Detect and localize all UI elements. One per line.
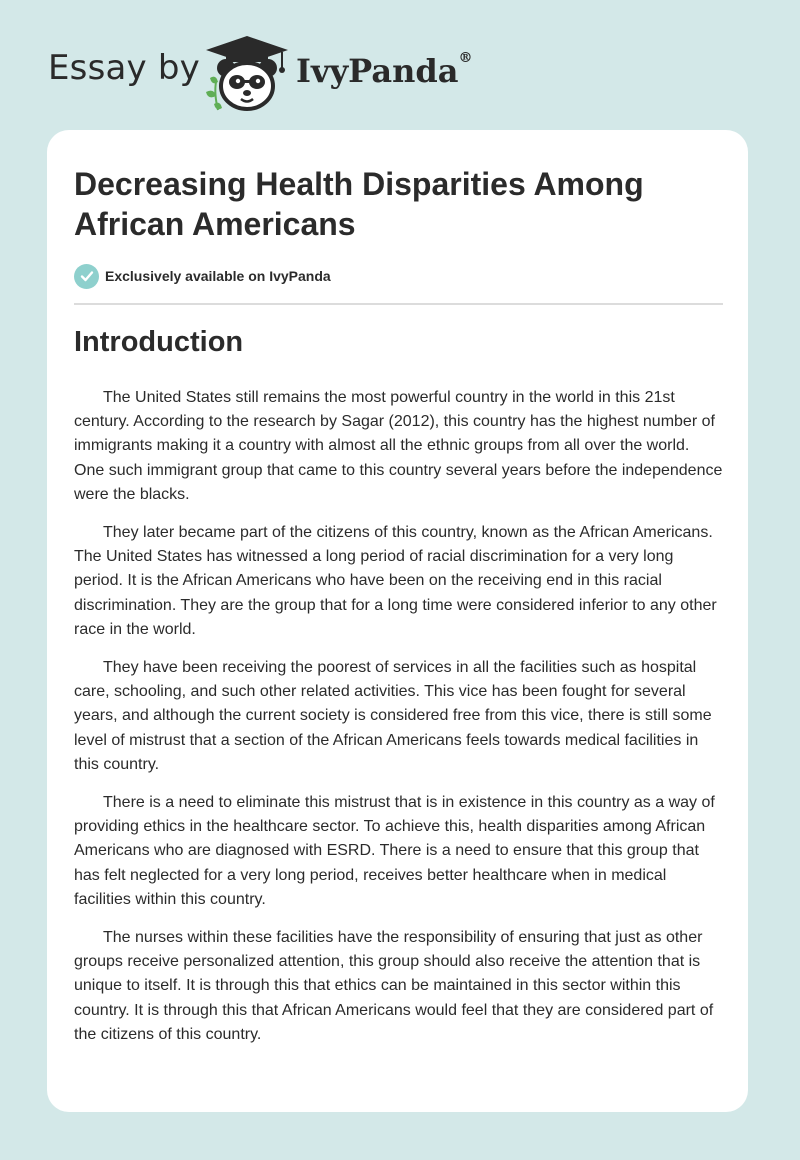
- paragraph: The United States still remains the most powerful country in the world in this 21st century. According to the research by Sagar (2012), this country has the highest number of immigrants making it a country with almost all the ethnic groups from all over the world. One such immigrant group that came to this country several years before the independence were the blacks.: [74, 389, 723, 503]
- check-circle-icon: [74, 264, 99, 289]
- essay-title: Decreasing Health Disparities Among African Americans: [74, 166, 644, 242]
- ivypanda-panda-logo-icon[interactable]: [202, 34, 292, 114]
- site-header: [48, 34, 508, 114]
- paragraph: They later became part of the citizens of this country, known as the African Americans. The United States has witnessed a long period of racial discrimination for a very long period. It is the African Americans who have been on the receiving end in this racial discrimination. They are the group that for a long time were considered inferior to any other race in the world.: [74, 524, 717, 638]
- paragraph: The nurses within these facilities have the responsibility of ensuring that just as other groups receive personalized attention, this group should also receive the attention that is unique to itself. It is through this that ethics can be maintained in this sector within this country. It is through this that African Americans would feel that they are considered part of the citizens of this country.: [74, 929, 714, 1043]
- essay-card: [47, 130, 748, 1112]
- section-heading-introduction: Introduction: [74, 326, 244, 358]
- paragraph: There is a need to eliminate this mistrust that is in existence in this country as a way of providing ethics in the healthcare sector. To achieve this, health disparities among African Americans who are diagnosed with ESRD. There is a need to ensure that this group that has felt neglected for a very long period, receives better healthcare when in medical facilities within this country.: [74, 794, 715, 908]
- paragraph: They have been receiving the poorest of services in all the facilities such as hospital care, schooling, and such other related activities. This vice has been fought for several years, and although the current society is considered free from this vice, there is still some level of mistrust that a section of the African Americans feels towards medical facilities in this country.: [74, 659, 712, 773]
- exclusive-badge-label: Exclusively available on IvyPanda: [105, 268, 331, 284]
- essay-body: [74, 386, 723, 1061]
- title-divider: [74, 303, 723, 305]
- ivypanda-wordmark[interactable]: [296, 52, 472, 90]
- trademark-symbol: ®: [458, 50, 473, 66]
- brand-name-text: IvyPanda: [296, 52, 459, 90]
- essay-by-label: Essay by: [48, 48, 200, 88]
- exclusive-badge: [74, 263, 331, 289]
